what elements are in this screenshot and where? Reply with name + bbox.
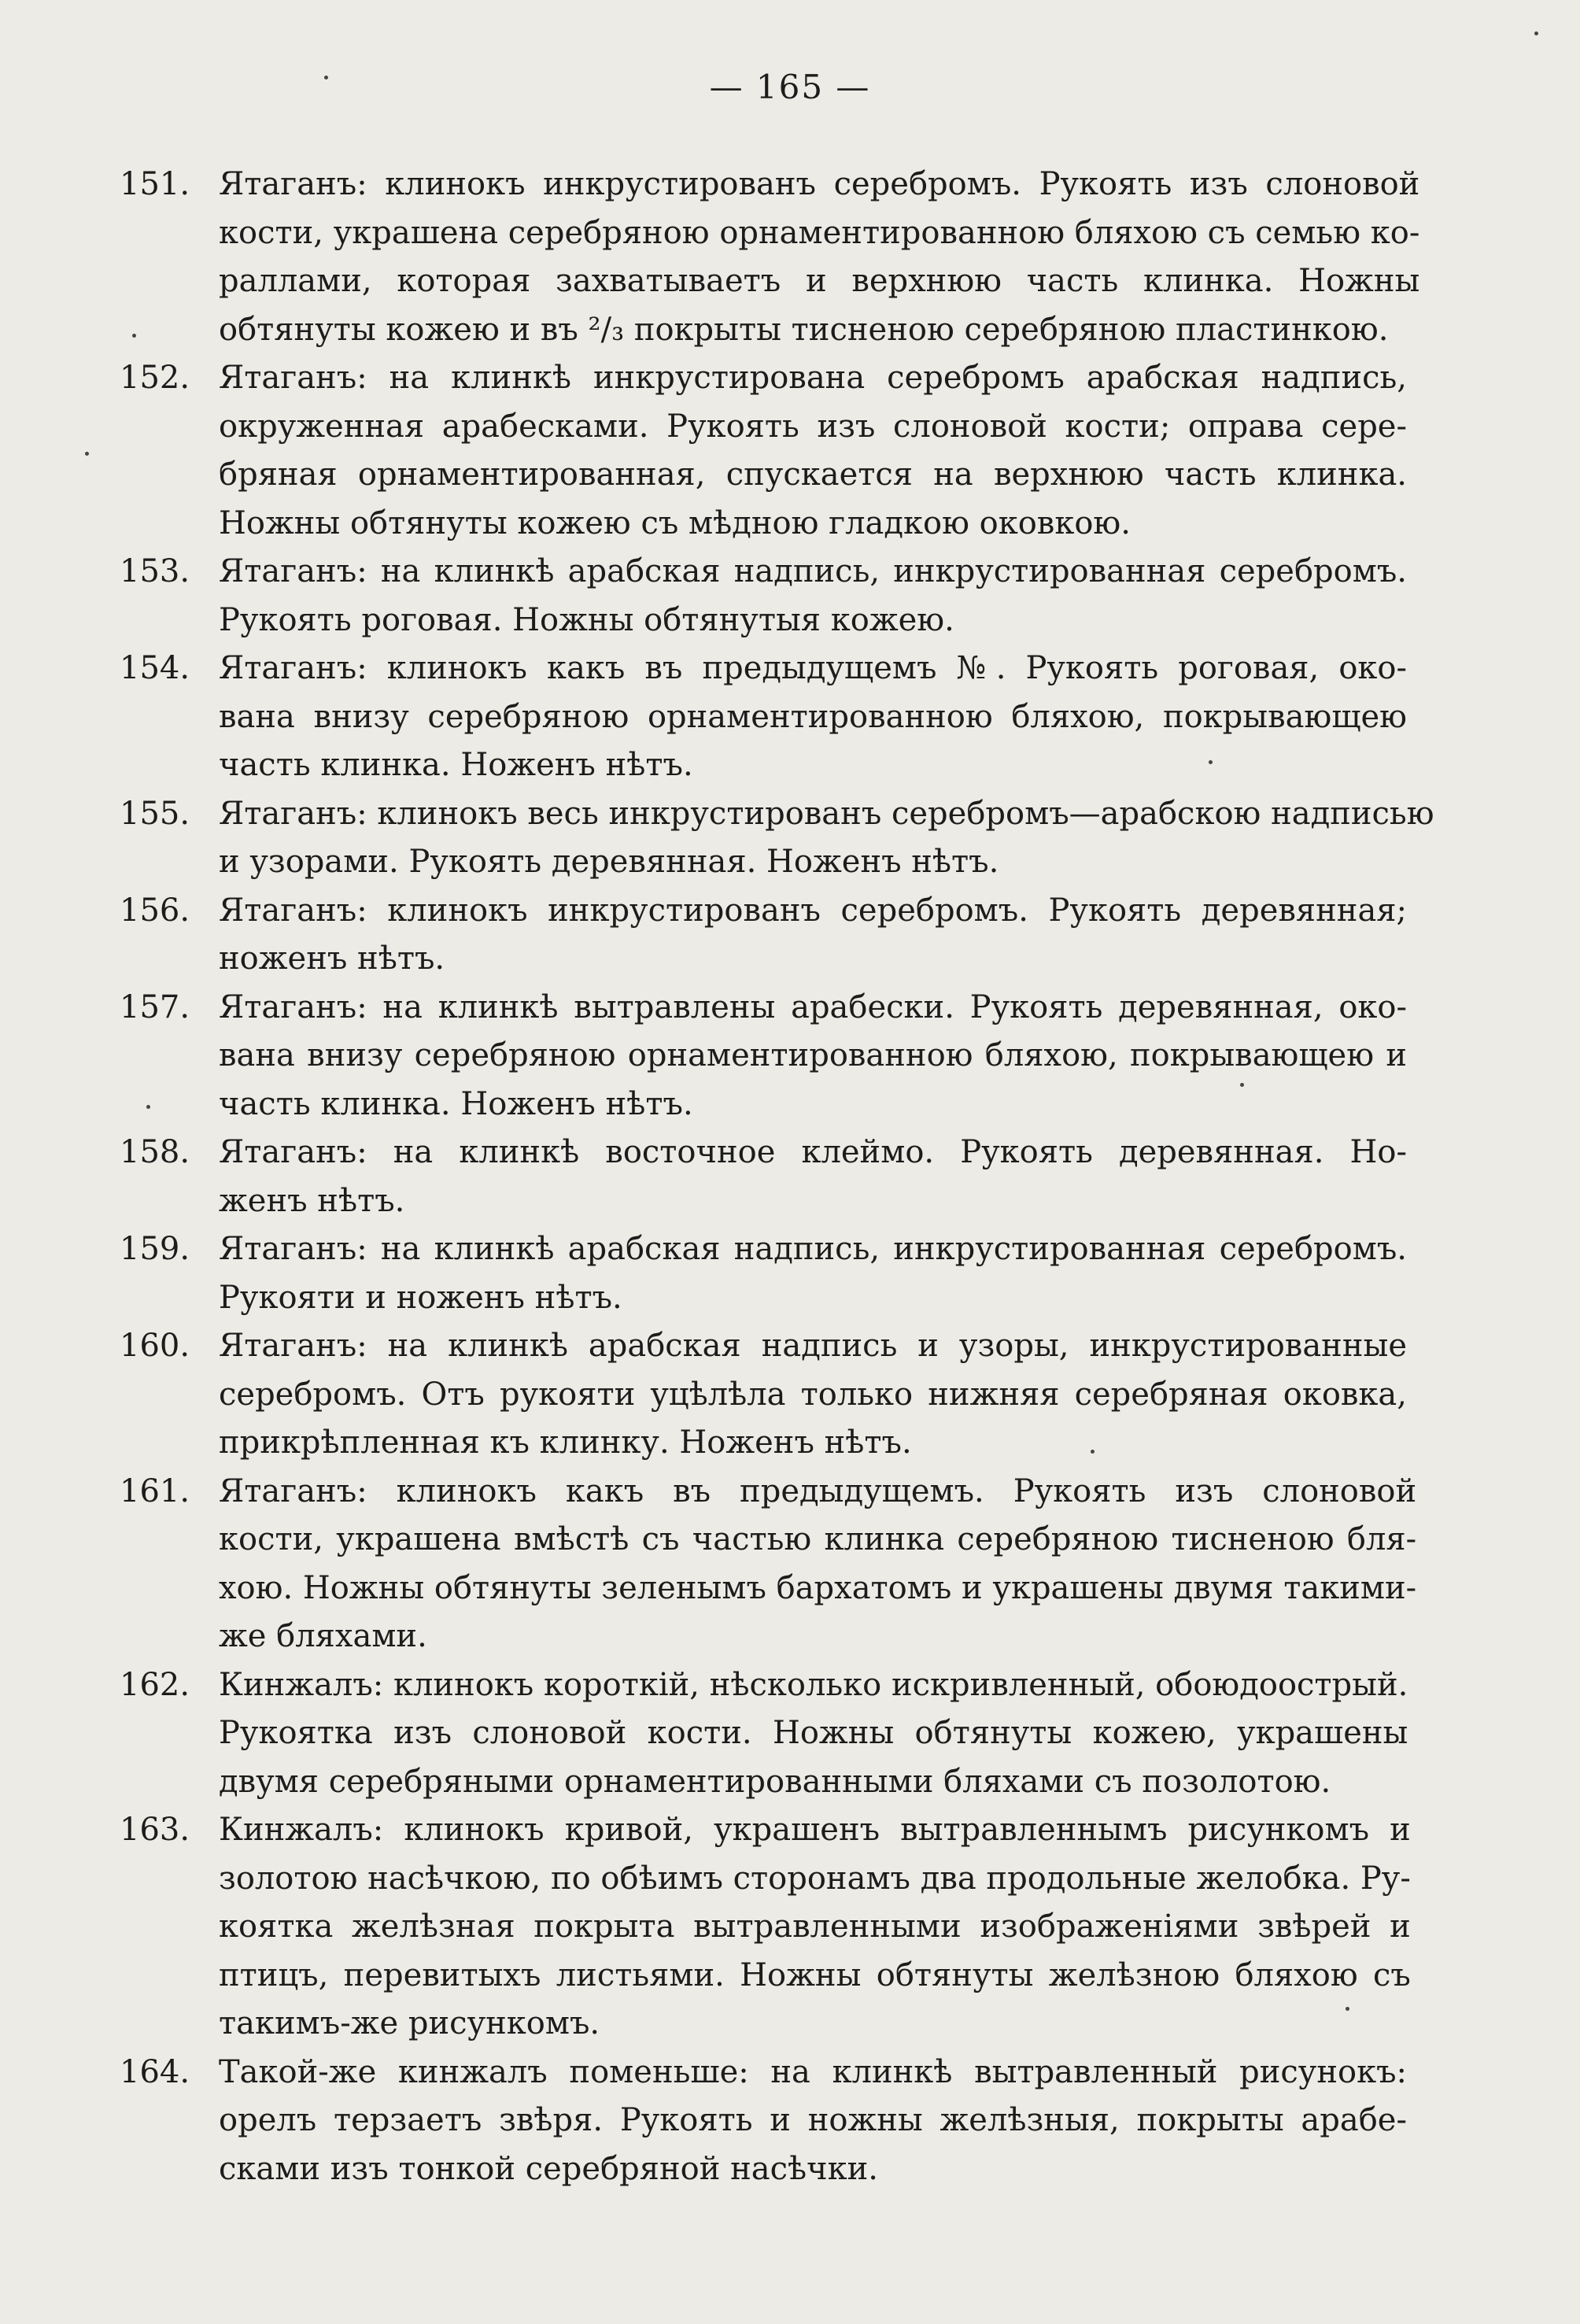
entry-description [219, 1661, 1408, 1807]
entry-text-line: вана внизу серебряною орнаментированною бляхою, покрывающею и [219, 1037, 1407, 1073]
catalog-entry [120, 1129, 1407, 1225]
entry-text-line: Ятаганъ: клинокъ весь инкрустированъ серебромъ—арабскою надписью [219, 795, 1434, 832]
catalog-entries [120, 161, 1434, 2193]
entry-description [219, 161, 1419, 354]
catalog-entry [120, 790, 1434, 887]
catalog-entry [120, 984, 1407, 1129]
entry-text-line: кости, украшена серебряною орнаментированною бляхою съ семью ко- [219, 214, 1420, 251]
entry-text-line: часть клинка. Ноженъ нѣтъ. [219, 747, 693, 783]
entry-text-line: и узорами. Рукоять деревянная. Ноженъ нѣтъ. [219, 844, 999, 880]
entry-text-line: кости, украшена вмѣстѣ съ частью клинка серебряною тисненою бля- [219, 1521, 1417, 1557]
entry-text-line: Ятаганъ: клинокъ инкрустированъ серебромъ. Рукоять деревянная; [219, 892, 1407, 929]
entry-number: 155. [120, 795, 190, 832]
entry-description [219, 1322, 1407, 1468]
entry-text-line: сками изъ тонкой серебряной насѣчки. [219, 2150, 878, 2187]
paper-speck [1346, 2007, 1349, 2011]
entry-text-line: птицъ, перевитыхъ листьями. Ножны обтянуты желѣзною бляхою съ [219, 1956, 1411, 1993]
entry-text-line: Ятаганъ: на клинкѣ арабская надпись и узоры, инкрустированные [219, 1328, 1407, 1364]
entry-number: 158. [120, 1134, 190, 1170]
catalog-entry [120, 354, 1407, 548]
entry-text-line: Ятаганъ: на клинкѣ восточное клеймо. Рукоять деревянная. Но- [219, 1134, 1407, 1170]
entry-description [219, 1225, 1407, 1322]
entry-text-line: вана внизу серебряною орнаментированною бляхою, покрывающею [219, 698, 1407, 735]
entry-number: 156. [120, 892, 190, 929]
paper-speck [1091, 1450, 1095, 1454]
catalog-entry [120, 1225, 1407, 1322]
entry-description [219, 645, 1407, 790]
entry-text-line: же бляхами. [219, 1618, 427, 1654]
catalog-entry [120, 548, 1407, 645]
entry-text-line: Ятаганъ: на клинкѣ арабская надпись, инкрустированная серебромъ. [219, 1231, 1407, 1267]
entry-text-line: Рукоятка изъ слоновой кости. Ножны обтянуты кожею, украшены [219, 1715, 1408, 1751]
catalog-entry [120, 2049, 1407, 2194]
paper-speck [146, 1105, 150, 1109]
entry-description [219, 790, 1434, 887]
entry-text-line: Ятаганъ: на клинкѣ арабская надпись, инкрустированная серебромъ. [219, 553, 1407, 589]
entry-number: 152. [120, 360, 190, 396]
entry-number: 159. [120, 1231, 190, 1267]
entry-text-line: Ятаганъ: на клинкѣ инкрустирована серебромъ арабская надпись, [219, 360, 1407, 396]
entry-text-line: золотою насѣчкою, по обѣимъ сторонамъ два продольные желобка. Ру- [219, 1860, 1411, 1897]
entry-description [219, 1468, 1416, 1661]
paper-speck [1240, 1083, 1244, 1087]
entry-text-line: Ножны обтянуты кожею съ мѣдною гладкою оковкою. [219, 504, 1131, 541]
entry-text-line: двумя серебряными орнаментированными бляхами съ позолотою. [219, 1763, 1331, 1800]
page-number: — 165 — [709, 68, 871, 106]
entry-number: 162. [120, 1666, 190, 1703]
entry-text-line: серебромъ. Отъ рукояти уцѣлѣла только нижняя серебряная оковка, [219, 1376, 1407, 1413]
entry-text-line: бряная орнаментированная, спускается на верхнюю часть клинка. [219, 456, 1407, 493]
catalog-entry [120, 1806, 1411, 2049]
paper-speck [1534, 31, 1538, 35]
entry-number: 154. [120, 650, 190, 686]
paper-speck [132, 334, 136, 338]
paper-speck [85, 452, 89, 456]
entry-number: 160. [120, 1328, 190, 1364]
entry-description [219, 2049, 1407, 2194]
entry-text-line: хою. Ножны обтянуты зеленымъ бархатомъ и украшены двумя такими- [219, 1569, 1417, 1606]
entry-text-line: окруженная арабесками. Рукоять изъ слоновой кости; оправа сере- [219, 408, 1407, 445]
entry-description [219, 354, 1407, 548]
entry-text-line: Кинжалъ: клинокъ кривой, украшенъ вытравленнымъ рисункомъ и [219, 1812, 1411, 1848]
entry-number: 151. [120, 166, 190, 202]
entry-description [219, 984, 1407, 1129]
entry-text-line: Ятаганъ: клинокъ какъ въ предыдущемъ №. Рукоять роговая, око- [219, 650, 1407, 686]
entry-description [219, 887, 1407, 984]
entry-number: 164. [120, 2053, 190, 2090]
entry-text-line: женъ нѣтъ. [219, 1182, 405, 1219]
entry-number: 161. [120, 1472, 190, 1509]
paper-speck [324, 76, 328, 79]
entry-text-line: ноженъ нѣтъ. [219, 940, 445, 977]
entry-number: 163. [120, 1812, 190, 1848]
entry-text-line: орелъ терзаетъ звѣря. Рукоять и ножны желѣзныя, покрыты арабе- [219, 2102, 1407, 2138]
entry-description [219, 1129, 1407, 1225]
entry-text-line: обтянуты кожею и въ ²/₃ покрыты тисненою серебряною пластинкою. [219, 311, 1389, 348]
entry-text-line: часть клинка. Ноженъ нѣтъ. [219, 1085, 693, 1122]
catalog-entry [120, 887, 1407, 984]
catalog-entry [120, 1468, 1417, 1661]
entry-text-line: коятка желѣзная покрыта вытравленными изображеніями звѣрей и [219, 1908, 1411, 1945]
entry-description [219, 1806, 1411, 2049]
entry-text-line: такимъ-же рисункомъ. [219, 2005, 600, 2041]
catalog-entry [120, 1322, 1407, 1468]
entry-description [219, 548, 1407, 645]
entry-text-line: Ятаганъ: клинокъ инкрустированъ серебромъ. Рукоять изъ слоновой [219, 166, 1420, 202]
entry-number: 153. [120, 553, 190, 589]
entry-text-line: Кинжалъ: клинокъ короткій, нѣсколько искривленный, обоюдоострый. [219, 1666, 1408, 1703]
entry-text-line: раллами, которая захватываетъ и верхнюю часть клинка. Ножны [219, 263, 1420, 299]
entry-text-line: Ятаганъ: клинокъ какъ въ предыдущемъ. Рукоять изъ слоновой [219, 1472, 1417, 1509]
entry-text-line: Рукояти и ноженъ нѣтъ. [219, 1279, 622, 1316]
catalog-entry [120, 645, 1407, 790]
entry-text-line: Ятаганъ: на клинкѣ вытравлены арабески. Рукоять деревянная, око- [219, 988, 1407, 1025]
entry-text-line: прикрѣпленная къ клинку. Ноженъ нѣтъ. [219, 1424, 912, 1461]
entry-text-line: Рукоять роговая. Ножны обтянутыя кожею. [219, 601, 954, 638]
entry-text-line: Такой-же кинжалъ поменьше: на клинкѣ вытравленный рисунокъ: [219, 2053, 1407, 2090]
paper-speck [1209, 760, 1213, 764]
catalog-entry [120, 1661, 1407, 1807]
entry-number: 157. [120, 988, 190, 1025]
catalog-entry [120, 161, 1420, 354]
